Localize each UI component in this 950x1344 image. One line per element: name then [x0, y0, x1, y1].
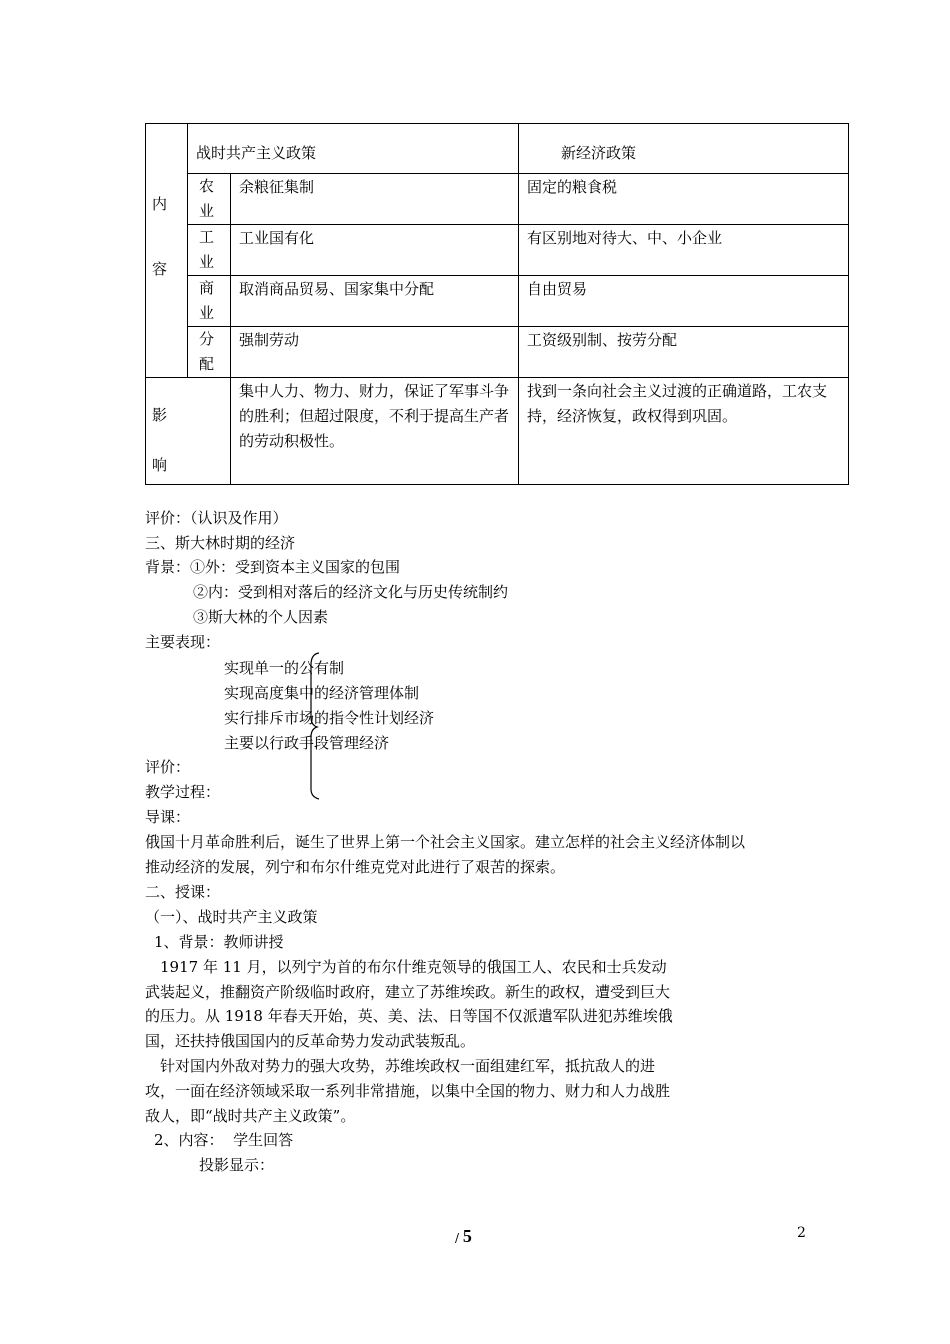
background-item-1: 背景：①外：受到资本主义国家的包围 [145, 558, 401, 576]
intro-paragraph-line-1: 俄国十月革命胜利后，诞生了世界上第一个社会主义国家。建立怎样的社会主义经济体制以 [145, 833, 746, 851]
paragraph-line-3: 的压力。从 1918 年春天开始，英、美、法、日等国不仅派遣军队进犯苏维埃俄 [145, 1007, 673, 1025]
row-agriculture-left: 余粮征集制 [231, 174, 519, 225]
row-industry-left: 工业国有化 [231, 225, 519, 276]
footer-page-total: / 5 [455, 1226, 472, 1246]
section-impact-cell [146, 378, 231, 485]
background-item-3: ③斯大林的个人因素 [193, 608, 329, 626]
row-agriculture-right: 固定的粮食税 [519, 174, 849, 225]
section-content-bottom: 容 [152, 260, 168, 278]
footer-page-number: 2 [797, 1225, 806, 1241]
impact-war-communism: 集中人力、物力、财力，保证了军事斗争的胜利；但超过限度，不利于提高生产者的劳动积极性。 [231, 378, 519, 485]
paragraph-line-2: 武装起义，推翻资产阶级临时政府，建立了苏维埃政。新生的政权，遭受到巨大 [145, 983, 671, 1001]
background-item-2: ②内：受到相对落后的经济文化与历史传统制约 [193, 583, 509, 601]
teaching-heading: 二、授课： [145, 883, 221, 901]
brace-icon [303, 651, 327, 803]
row-commerce-right: 自由贸易 [519, 276, 849, 327]
projection-label: 投影显示： [199, 1156, 275, 1174]
policy-comparison-table [145, 123, 849, 485]
paragraph-line-1: 1917 年 11 月，以列宁为首的布尔什维克领导的俄国工人、农民和士兵发动 [160, 958, 667, 976]
evaluation-label: 评价： [145, 758, 191, 776]
paragraph-line-6: 攻，一面在经济领域采取一系列非常措施，以集中全国的物力、财力和人力战胜 [145, 1082, 671, 1100]
paragraph-line-5: 针对国内外敌对势力的强大攻势，苏维埃政权一面组建红军，抵抗敌人的进 [160, 1057, 656, 1075]
sector-industry: 工 业 [188, 225, 231, 276]
feature-4: 主要以行政手段管理经济 [224, 734, 390, 752]
row-distribution-right: 工资级别制、按劳分配 [519, 327, 849, 378]
sector-commerce: 商 业 [188, 276, 231, 327]
paragraph-line-4: 国，还扶持俄国国内的反革命势力发动武装叛乱。 [145, 1032, 476, 1050]
evaluation-heading: 评价：（认识及作用） [145, 509, 288, 527]
row-commerce-left: 取消商品贸易、国家集中分配 [231, 276, 519, 327]
feature-1: 实现单一的公有制 [224, 659, 345, 677]
paragraph-line-7: 敌人，即“战时共产主义政策”。 [145, 1107, 356, 1125]
sector-distribution: 分 配 [188, 327, 231, 378]
background-subheading: 1、背景：教师讲授 [154, 933, 284, 951]
war-communism-heading: （一）、战时共产主义政策 [145, 908, 318, 926]
row-industry-right: 有区别地对待大、中、小企业 [519, 225, 849, 276]
section-impact-bottom: 响 [152, 456, 168, 474]
row-distribution-left: 强制劳动 [231, 327, 519, 378]
feature-2: 实现高度集中的经济管理体制 [224, 684, 420, 702]
teaching-process-label: 教学过程： [145, 783, 221, 801]
header-war-communism: 战时共产主义政策 [188, 124, 519, 174]
section-content-cell [146, 124, 188, 378]
content-subheading: 2、内容： 学生回答 [154, 1131, 294, 1149]
intro-label: 导课： [145, 808, 191, 826]
feature-3: 实行排斥市场的指令性计划经济 [224, 709, 435, 727]
section-impact-top: 影 [152, 406, 168, 424]
main-features-heading: 主要表现： [145, 633, 221, 651]
impact-nep: 找到一条向社会主义过渡的正确道路，工农支持，经济恢复，政权得到巩固。 [519, 378, 849, 485]
sector-agriculture: 农 业 [188, 174, 231, 225]
header-nep: 新经济政策 [519, 124, 849, 174]
section-three-heading: 三、斯大林时期的经济 [145, 534, 296, 552]
intro-paragraph-line-2: 推动经济的发展，列宁和布尔什维克党对此进行了艰苦的探索。 [145, 858, 566, 876]
section-content-top: 内 [152, 195, 168, 213]
